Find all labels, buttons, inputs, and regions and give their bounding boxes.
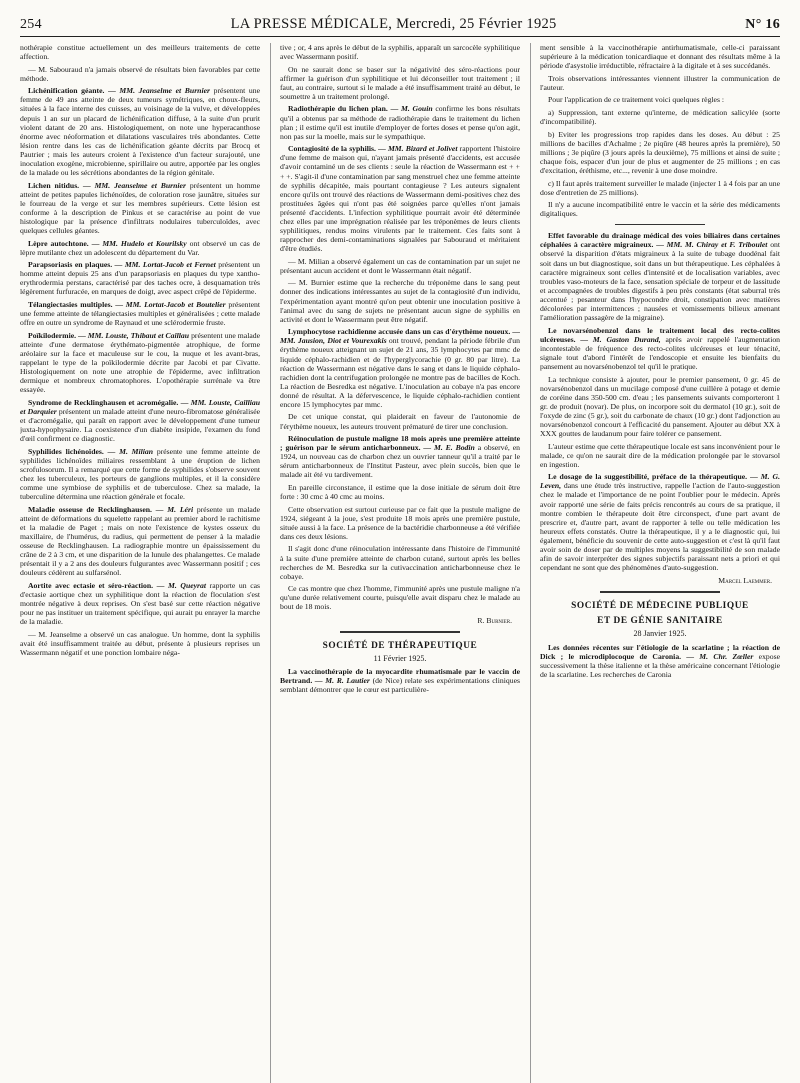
column-1: [20, 43, 260, 1083]
abstract-syphilides: Syphilides lichénoïdes. — M. Milian présente une femme atteinte de syphilides lichénoïdes miliaires ressemblant à une éruption de lichen scrofulosorum. Il a remarqué que cette forme de syphilides s'observe souvent chez les tuberculeux, les porteurs de ganglions multiples, et il la considère comme une symbiose de syphilis et de tuberculose. Chez sa malade, la tuberculine détermina une réaction générale et focale.: [20, 446, 260, 502]
paragraph: — M. Burnier estime que la recherche du tréponème dans le sang peut donner des indications intéressantes au sujet de la contagiosité d'un individu, l'expérimentation ayant montré qu'on peut obtenir une inoculation positive à l'animal avec du sang de sujets ne présentant aucun signe de syphilis en activité et dont le Wassermann peut être négatif.: [280, 278, 520, 324]
paragraph: De cet unique constat, qui plaiderait en faveur de l'autonomie de l'érythème noueux, les auteurs trouvent prématuré de tirer une conclusion.: [280, 412, 520, 431]
abstract-recklinghausen: Syndrome de Recklinghausen et acromégalie. — MM. Louste, Cailliau et Darquier présentent un malade atteint d'une neuro-fibromatose généralisée et d'acromégalie, qui paraît en rapport avec le développement d'une tumeur juxta-hypophysaire. La coexistence d'un diabète insipide, l'examen du fond d'œil confirment ce diagnostic.: [20, 397, 260, 444]
paragraph: ment sensible à la vaccinothérapie antirhumatismale, celle-ci paraissant supérieure à la médication tonicardiaque et donnant des résultats même à la période d'asystolie irréductible, réfractaire à la digitale et à ses succédanés.: [540, 43, 780, 71]
abstract-lichenification: Lichénification géante. — MM. Jeanselme et Burnier présentent une femme de 49 ans atteinte de deux tumeurs symétriques, en choux-fleurs, situées à la face interne des cuisses, au voisinage de la vulve, et développées depuis 1 an sur un placard de lichénification diffuse, à la suite d'un prurit violent datant de 20 ans. Histologiquement, on note une hyperacanthose énorme avec néoformation et dilatations vasculaires très abondantes. Cette lésion rentre dans les cas de lichénification géante décrits par Brocq et Pautrier ; mais les auteurs croient à l'existence d'un facteur surajouté, une inoculation exogène, microbienne, spirillaire ou autre, apportée par les ongles de la malade ou les sécrétions abondantes de la région génitale.: [20, 86, 260, 178]
abstract-radiotherapie: Radiothérapie du lichen plan. — M. Gouin confirme les bons résultats qu'il a obtenus par sa méthode de radiothérapie dans le traitement du lichen plan ; il estime qu'il est inutile d'employer de fortes doses et pense qu'on agit, non pas sur la moelle, mais sur le sympathique.: [280, 104, 520, 141]
paragraph: L'auteur estime que cette thérapeutique locale est sans inconvénient pour le malade, ce qu'on ne saurait dire de la médication prolongée par le stovarsol en ingestion.: [540, 441, 780, 469]
abstract-parapsoriasis: Parapsoriasis en plaques. — MM. Lortat-Jacob et Fernet présentent un homme atteint depuis 25 ans d'un parapsoriasis en plaques du type xantho-erythrodermia perstans, caractérisé par des taches ocre, à desquamation très légèrement furfuracée, en marques de doigt, avec aspect crêpé de l'épiderme.: [20, 260, 260, 297]
abstract-poikilodermie: Poïkilodermie. — MM. Louste, Thibaut et Caillau présentent une malade atteinte d'une dermatose érythémato-pigmentée atrophique, de forme aréolaire sur la face et maculeuse sur le cou, la nuque et les avant-bras, rappelant le type de la poïkilodermie décrite par Jacobi et par Civatte. Histologiquement on note une atrophie de l'épiderme, avec infiltration dermique et nombreux chromatophores. L'opothérapie surrénale va être essayée.: [20, 330, 260, 395]
abstract-scarlatine: Les données récentes sur l'étiologie de la scarlatine ; la réaction de Dick ; le microdiplocoque de Caronia. — M. Chr. Zœller expose successivement la thèse italienne et la thèse américaine concernant l'étiologie de la scarlatine. Les recherches de Caronia: [540, 642, 780, 679]
paragraph: Il n'y a aucune incompatibilité entre le vaccin et la série des médicaments digitaliques.: [540, 200, 780, 219]
abstract-lichen-nitidus: Lichen nitidus. — MM. Jeanselme et Burnier présentent un homme atteint de petites papules lichénoïdes, de coloration rose jaunâtre, situées sur le fourreau de la verge et sur les membres supérieurs. Cette lésion est conforme à la description de Pinkus et se caractérise au point de vue histologique par la présence d'infiltrats nodulaires tuberculoïdes, avec quelques cellules géantes.: [20, 180, 260, 235]
section-title-line-2: ET DE GÉNIE SANITAIRE: [597, 616, 723, 627]
signature: R. Burnier.: [477, 615, 512, 625]
issue-number: N° 16: [745, 17, 780, 32]
rule-a: a) Suppression, tant externe qu'interne, de médication salicylée (sorte d'incompatibilité).: [540, 107, 780, 127]
section-title: SOCIÉTÉ DE THÉRAPEUTIQUE: [322, 640, 478, 651]
paragraph: Il s'agit donc d'une réinoculation intéressante dans l'histoire de l'immunité à la suite d'une première atteinte de charbon cutané, surtout après les belles recherches de M. Besredka sur la cutivaccination anticharbonneuse chez le cobaye.: [280, 544, 520, 581]
abstract-aortite: Aortite avec ectasie et séro-réaction. — M. Queyrat rapporte un cas d'ectasie aortique chez un syphilitique dont la réaction de floculation s'est montrée négative à deux reprises. On s'est basé sur cette réaction négative pour ne pas instituer un traitement spécifique, qui aurait pu enrayer la marche de la maladie.: [20, 580, 260, 627]
paragraph: Pour l'application de ce traitement voici quelques règles :: [548, 95, 725, 105]
abstract-contagiosite: Contagiosité de la syphilis. — MM. Bizard et Jolivet rapportent l'histoire d'une femme de maison qui, n'ayant jamais présenté d'accidents, est accusée d'avoir contaminé un de ses clients : seule la réaction de Wassermann est + + + +. S'agit-il d'une contamination par sang menstruel chez une femme atteinte de syphilis décapitée, mais pourtant contagieuse ? Les auteurs signalent encore qu'ils ont trouvé des réactions de Wassermann demi-positives chez des prostituées âgées qui n'ont pas été soignées parce qu'elles n'ont jamais présenté d'accidents. L'infection syphilitique pourrait avoir été déterminée chez elles par une imprégnation réalisée par les tréponèmes de leurs clients syphilitiques, rendus moins virulents par le traitement. Ces faits sont à rapprocher des demi-contaminations signalées par Sabouraud et méritaient d'être étudiés.: [280, 144, 520, 254]
abstract-lepre: Lèpre autochtone. — MM. Hudelo et Kourilsky ont observé un cas de lèpre mutilante chez un adolescent du département du Var.: [20, 238, 260, 257]
paragraph: La technique consiste à ajouter, pour le premier pansement, 0 gr. 45 de novarsénobenzol dans un mucilage composé d'une cuillère à potage et demie de coréine dans 350-500 cm. d'eau ; les pansements suivants comporteront 1 gr. de produit (novar). De plus, on incorpore soit du dermatol (10 gr.), soit de l'oxyde de zinc (5 gr.), soit du carbonate de chaux (10 gr.) dont l'adjonction au novarsénobenzol concourt à l'efficacité du pansement. Ajouter au début XX à XXX gouttes de laudanum pour faire tolérer ce pansement.: [540, 374, 780, 438]
section-date: 11 Février 1925.: [373, 653, 427, 663]
section-divider: [340, 631, 460, 635]
abstract-pustule-maligne: Réinoculation de pustule maligne 18 mois après une première atteinte ; guérison par le sérum anticharbonneux. — M. E. Bodin a observé, en 1924, un nouveau cas de charbon chez un ouvrier tanneur qu'il a traité par le sérum anticharbonneux de l'Institut Pasteur, avec plein succès, bien que le malade ait été vu tardivement.: [280, 434, 520, 480]
abstract-telangiectasies: Télangiectasies multiples. — MM. Lortat-Jacob et Boutelier présentent une femme atteinte de télangiectasies multiples et généralisées ; cette malade offre en outre un syndrome de Raynaud et une sclérodermie fruste.: [20, 300, 260, 328]
abstract-drainage-biliaire: Effet favorable du drainage médical des voies biliaires dans certaines céphalées à caractère migraineux. — MM. M. Chiray et F. Triboulet ont observé la disparition d'états migraineux à la suite de tubage duodénal fait soit dans un but diagnostique, soit dans un but thérapeutique. Les céphalées à caractère migraineux sont celles d'intensité et de localisation variables, avec troubles vaso-moteurs de la face, sensation spéciale de torpeur et de lassitude et accompagnées de troubles digestifs à peu près constants (état saburral très accentué ; pesanteur dans l'hypocondre droit, constipation avec matières décolorées par intermittences ; nausées et vomissements bilieux amenant l'amélioration passagère de la migraine).: [540, 231, 780, 323]
paragraph: En pareille circonstance, il estime que la dose initiale de sérum doit être forte : 30 cmc à 40 cmc au moins.: [280, 483, 520, 502]
rule-c: c) Il faut après traitement surveiller le malade (injecter 1 à 4 fois par an une dose d'entretien de 25 millions).: [540, 178, 780, 197]
section-title-line-1: SOCIÉTÉ DE MÉDECINE PUBLIQUE: [571, 601, 749, 612]
column-2: [270, 43, 520, 1083]
paragraph: nothérapie constitue actuellement un des meilleurs traitements de cette affection.: [20, 43, 260, 62]
section-divider: [600, 591, 720, 595]
text-columns: [20, 43, 780, 1083]
abstract-lymphocytose: Lymphocytose rachidienne accusée dans un cas d'érythème noueux. — MM. Jausion, Diot et Vourexakis ont trouvé, pendant la période fébrile d'un érythème noueux atteignant un sujet de 21 ans, 35 lymphocytes par mmc de liquide céphalo-rachidien et de l'hyperglycorachie (0 gr. 80 par litre). La réaction de Wassermann est négative dans le sang et dans le liquide céphalo-rachidien dont la centrifugation prolongée ne montre pas de bacilles de Koch. La réaction de Besredka est négative. L'inoculation au cobaye n'a pas encore donné de résultat. A la défervescence, le liquide céphalo-rachidien contient encore 15 lymphocytes par mmc.: [280, 327, 520, 409]
paragraph: — M. Sabouraud n'a jamais observé de résultats bien favorables par cette méthode.: [20, 64, 260, 83]
signature: Marcel Laemmer.: [718, 576, 772, 586]
paragraph: — M. Jeanselme a observé un cas analogue. Un homme, dont la syphilis avait été insuffisamment traitée au début, présente à plusieurs reprises un Wassermann négatif et une ponction lombaire néga-: [20, 629, 260, 657]
paragraph: Cette observation est surtout curieuse par ce fait que la pustule maligne de 1924, siégeant à la joue, s'est produite 18 mois après une première pustule, située aussi à la face. La présence de la bactéridie charbonneuse a été vérifiée dans ces deux lésions.: [280, 504, 520, 541]
paragraph: tive ; or, 4 ans après le début de la syphilis, apparaît un sarcocèle syphilitique avec Wassermann positif.: [280, 43, 520, 62]
paragraph: Trois observations intéressantes viennent illustrer la communication de l'auteur.: [540, 73, 780, 92]
abstract-vaccinotherapie: La vaccinothérapie de la myocardite rhumatismale par le vaccin de Bertrand. — M. R. Lautier (de Nice) relate ses expérimentations cliniques semblant démontrer que le cœur est particulière-: [280, 667, 520, 695]
divider: [615, 224, 705, 225]
abstract-maladie-osseuse: Maladie osseuse de Recklinghausen. — M. Léri présente un malade atteint de déformations du squelette rappelant au premier abord le rachitisme et la maladie de Paget ; mais on note l'existence de kystes osseux du maxillaire, de l'humérus, du radius, qui permettent de penser à la maladie osseuse de Recklinghausen. La radiographie montre un épaississement du crâne de 2 à 3 cm, et une disparition de la lunule des phalangettes. Ce malade présentait il y a 2 ans des douleurs fulgurantes avec Wassermann positif ; ces douleurs cédèrent au sulfarsénol.: [20, 504, 260, 578]
page-number: 254: [20, 17, 42, 32]
abstract-novarsenobenzol: Le novarsénobenzol dans le traitement local des recto-colites ulcéreuses. — M. Gaston Durand, après avoir rappelé l'augmentation incontestable de fréquence des recto-colites ulcéreuses et leur ténacité, signale tout d'abord l'intérêt de l'endoscopie et ensuite les bienfaits du pansement au novarsénobenzol tel qu'il le pratique.: [540, 325, 780, 371]
paragraph: On ne saurait donc se baser sur la négativité des séro-réactions pour affirmer la guérison d'un syphilitique et lui déconseiller tout traitement ; il faut, au contraire, surtout si le malade a été insuffisamment traité au début, le soumettre à un traitement prolongé.: [280, 64, 520, 101]
paragraph: Ce cas montre que chez l'homme, l'immunité après une pustule maligne n'a qu'une durée relativement courte, puisqu'elle avait disparu chez le malade au bout de 18 mois.: [280, 584, 520, 612]
section-date: 28 Janvier 1925.: [633, 629, 687, 639]
rule-b: b) Eviter les progressions trop rapides dans les doses. Au début : 25 millions de bacilles d'Achalme ; 2e piqûre (48 heures après la première), 50 millions ; 3e piqûre (3 jours après la deuxième), 75 millions et ainsi de suite ; chaque fois, espacer d'un jour de plus et augmenter de 25 millions ; en cas d'excitation, éréthisme, etc..., revenir à une dose moindre.: [540, 129, 780, 175]
paragraph: — M. Milian a observé également un cas de contamination par un sujet ne présentant aucun accident et dont le Wassermann était négatif.: [280, 256, 520, 275]
page-header: [20, 16, 780, 37]
journal-title: LA PRESSE MÉDICALE, Mercredi, 25 Février 1925: [230, 16, 557, 32]
column-3: [530, 43, 780, 1083]
abstract-suggestibilite: Le dosage de la suggestibilité, préface de la thérapeutique. — M. G. Leven, dans une étude très instructive, rappelle l'action de l'auto-suggestion chez le malade et l'importance de ne point l'oublier pour le médecin. Après avoir rapporté une série de faits précis rencontrés au cours de sa pratique, il montre combien le thérapeute doit être circonspect, d'une part avant de prescrire et, d'autre part, avant de rapporter à telle ou telle médication les heureux effets constatés. Outre la thérapeutique, il y a le diagnostic qui, lui également, bénéficie du souvenir de cette auto-suggestion et c'est là qu'il faut avoir soin de doser par de multiples moyens la suggestibilité de son malade afin de savoir interpréter des signes subjectifs paraissant nets a priori et qui cependant ne sont que des phénomènes d'auto-suggestion.: [540, 472, 780, 573]
